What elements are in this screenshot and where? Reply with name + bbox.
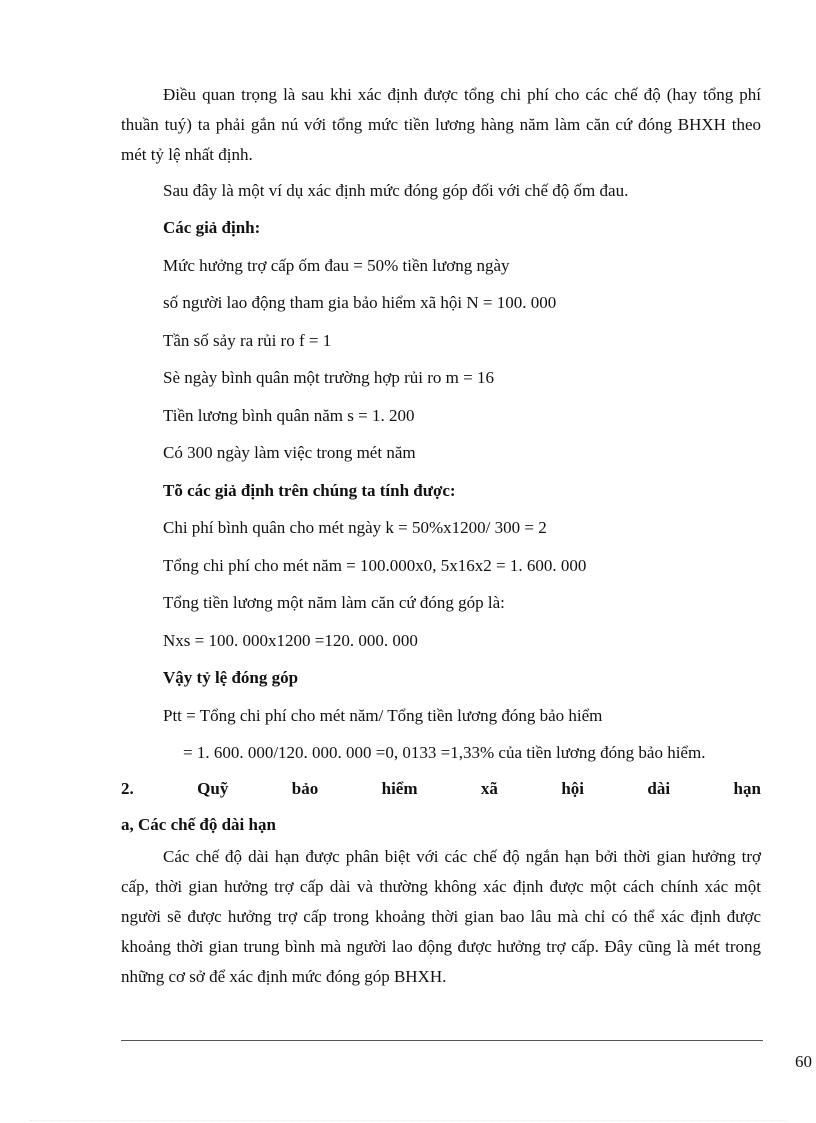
rate-result: = 1. 600. 000/120. 000. 000 =0, 0133 =1,33% của tiền lương đóng bảo hiểm. [183, 743, 706, 762]
calc-item: Tổng chi phí cho mét năm = 100.000x0, 5x16x2 = 1. 600. 000 [163, 555, 587, 575]
assumption-item: số người lao động tham gia bảo hiểm xã hội N = 100. 000 [163, 293, 557, 312]
assumption-item: Mức hưởng trợ cấp ốm đau = 50% tiền lương ngày [163, 255, 510, 275]
rate-formula: Ptt = Tổng chi phí cho mét năm/ Tổng tiền lương đóng bảo hiểm [163, 705, 603, 725]
intro-paragraph: Điều quan trọng là sau khi xác định được tổng chi phí cho các chế độ (hay tổng phí thuần tuý) ta phải gắn nú với tổng mức tiền lương hàng năm làm căn cứ đóng BHXH theo mét tỷ lệ nhất định. [121, 85, 761, 164]
section-2-word: 2. [121, 779, 134, 798]
page-bottom-border [30, 1120, 786, 1121]
footer-divider [121, 1040, 763, 1041]
rate-heading: Vậy tỷ lệ đóng góp [163, 668, 299, 687]
section-2-heading [121, 774, 761, 804]
calc-heading: Tõ các giả định trên chúng ta tính được: [163, 480, 456, 500]
section-2-word: bảo [291, 779, 319, 798]
assumption-item: Tiền lương bình quân năm s = 1. 200 [163, 405, 415, 425]
assumption-item: Sè ngày bình quân một trường hợp rủi ro m = 16 [163, 368, 494, 387]
assumption-item: Tần số sảy ra rủi ro f = 1 [163, 330, 332, 350]
assumptions-heading: Các giả định: [163, 218, 261, 237]
section-2-word: hội [561, 779, 585, 798]
section-a-body: Các chế độ dài hạn được phân biệt với các chế độ ngắn hạn bởi thời gian hưởng trợ cấp, thời gian hưởng trợ cấp dài và thường không xác định được một cách chính xác một người sẽ được hưởng trợ cấp trong khoảng thời gian bao lâu mà chỉ có thể xác định được khoảng thời gian trung bình mà người lao động được hưởng trợ cấp. Đây cũng là mét trong những cơ sở để xác định mức đóng góp BHXH. [121, 847, 761, 986]
calc-item: Nxs = 100. 000x1200 =120. 000. 000 [163, 630, 418, 650]
page-number: 60 [795, 1052, 812, 1071]
section-2-word: dài [647, 779, 671, 798]
calc-item: Tổng tiền lương một năm làm căn cứ đóng góp là: [163, 593, 505, 612]
page-content [121, 80, 761, 992]
assumption-item: Có 300 ngày làm việc trong mét năm [163, 443, 416, 462]
section-2-word: xã [480, 779, 498, 798]
section-2-word: hạn [733, 779, 761, 798]
section-a-heading: a, Các chế độ dài hạn [121, 815, 276, 834]
section-2-word: hiểm [381, 779, 418, 798]
section-2-word: Quỹ [197, 779, 229, 798]
example-intro: Sau đây là một ví dụ xác định mức đóng góp đối với chế độ ốm đau. [163, 181, 629, 200]
calc-item: Chi phí bình quân cho mét ngày k = 50%x1200/ 300 = 2 [163, 518, 547, 537]
